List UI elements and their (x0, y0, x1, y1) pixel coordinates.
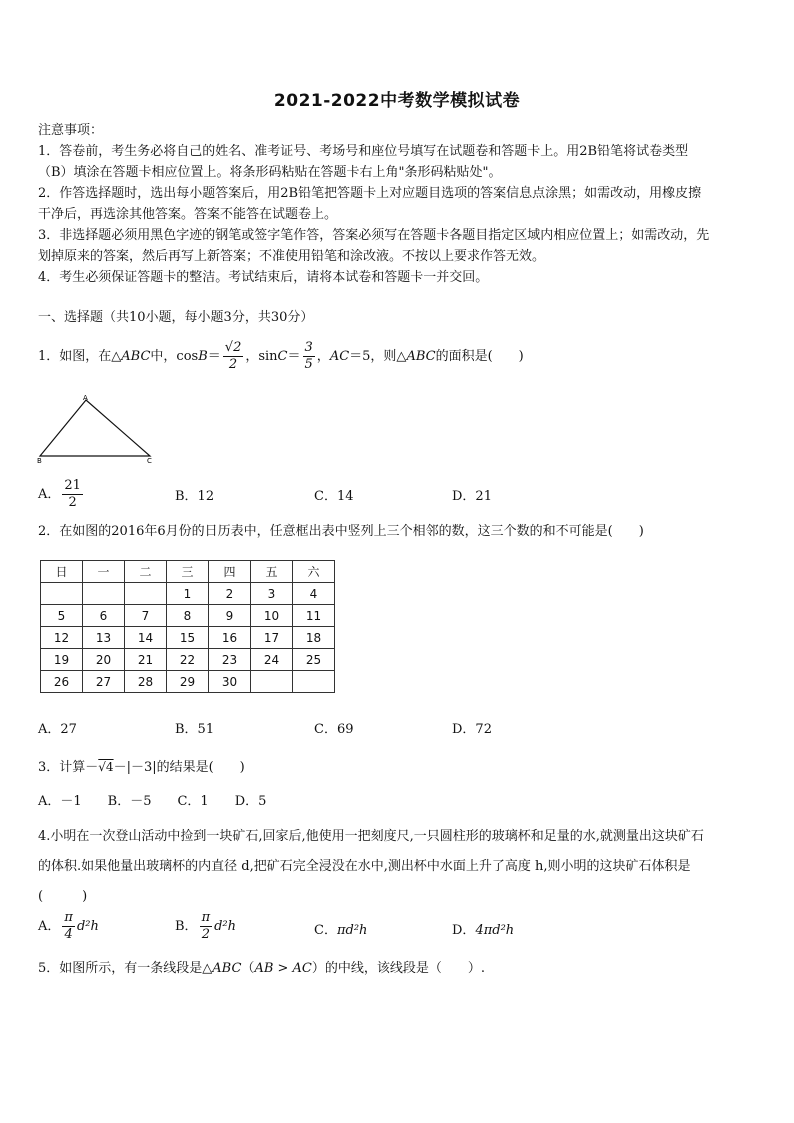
q1-text: 中，cos (150, 349, 199, 364)
calendar-cell: 24 (251, 649, 293, 671)
option-expr: d²h (76, 919, 99, 934)
calendar-cell: 4 (293, 583, 335, 605)
q5-var: AB > AC (254, 961, 312, 976)
q4-line: ( ) (38, 889, 88, 904)
calendar-cell (41, 583, 83, 605)
option-d[interactable]: D．72 (452, 722, 492, 737)
q3-options[interactable]: A．－1 B．－5 C．1 D．5 (38, 794, 267, 809)
notes-block (38, 120, 760, 288)
calendar-cell: 3 (251, 583, 293, 605)
q1-sin-fraction (303, 340, 315, 373)
q1-var: B (198, 349, 208, 364)
calendar-cell: 14 (125, 627, 167, 649)
fraction-num: π (64, 910, 73, 925)
calendar-row (41, 605, 335, 627)
triangle-figure (36, 392, 160, 466)
calendar-cell: 17 (251, 627, 293, 649)
calendar-header-row (41, 561, 335, 583)
calendar-header: 二 (125, 561, 167, 583)
calendar-cell: 12 (41, 627, 83, 649)
q1-text: ＝ (207, 349, 221, 364)
q5-text: 5．如图所示，有一条线段是△ (38, 961, 213, 976)
calendar-cell: 2 (209, 583, 251, 605)
calendar-cell: 27 (83, 671, 125, 693)
calendar-row (41, 671, 335, 693)
calendar-cell (125, 583, 167, 605)
calendar-cell: 15 (167, 627, 209, 649)
calendar-cell: 8 (167, 605, 209, 627)
fraction-den: 2 (228, 357, 238, 372)
calendar-cell: 13 (83, 627, 125, 649)
option-a[interactable] (38, 478, 85, 511)
calendar-cell: 18 (293, 627, 335, 649)
option-d[interactable]: D．21 (452, 489, 492, 504)
notes-line: 干净后，再选涂其他答案。答案不能答在试题卷上。 (38, 207, 338, 222)
q1-text: ＝5，则△ (349, 349, 407, 364)
calendar-header: 一 (83, 561, 125, 583)
question-5 (38, 957, 485, 976)
question-2: 2．在如图的2016年6月份的日历表中，任意框出表中竖列上三个相邻的数，这三个数的和不可能是( ) (38, 524, 644, 539)
option-b[interactable]: B．51 (175, 722, 215, 737)
q1-var: AC (329, 349, 350, 364)
calendar-row (41, 583, 335, 605)
option-a[interactable]: A．27 (38, 722, 77, 737)
option-b[interactable] (175, 910, 236, 943)
calendar-cell: 22 (167, 649, 209, 671)
calendar-cell: 23 (209, 649, 251, 671)
notes-line: 划掉原来的答案，然后再写上新答案；不准使用铅笔和涂改液。不按以上要求作答无效。 (38, 249, 546, 264)
fraction-den: 4 (64, 927, 73, 942)
calendar-cell: 29 (167, 671, 209, 693)
calendar-cell: 30 (209, 671, 251, 693)
q5-var: ABC (212, 961, 242, 976)
notes-line: （B）填涂在答题卡相应位置上。将条形码粘贴在答题卡右上角"条形码粘贴处"。 (38, 165, 502, 180)
calendar-cell: 9 (209, 605, 251, 627)
calendar-header: 日 (41, 561, 83, 583)
q4-line: 4.小明在一次登山活动中捡到一块矿石,回家后,他使用一把刻度尺,一只圆柱形的玻璃杯和足量的水,就测量出这块矿石 (38, 829, 704, 844)
vertex-label-c: C (147, 457, 152, 465)
q1-var: ABC (406, 349, 436, 364)
calendar-cell (293, 671, 335, 693)
fraction-den: 5 (304, 357, 313, 372)
calendar-cell: 1 (167, 583, 209, 605)
option-label: A． (38, 919, 61, 934)
option-fraction (200, 910, 213, 943)
q1-cos-fraction (223, 340, 244, 373)
q1-text: 1．如图，在△ (38, 349, 122, 364)
question-3 (38, 756, 245, 775)
calendar-cell: 7 (125, 605, 167, 627)
option-c[interactable]: C．14 (314, 489, 354, 504)
option-expr: d²h (214, 919, 237, 934)
calendar-cell: 11 (293, 605, 335, 627)
q4-line: 的体积.如果他量出玻璃杯的内直径 d,把矿石完全浸没在水中,测出杯中水面上升了高度 h,则小明的这块矿石体积是 (38, 859, 691, 874)
q1-text: ＝ (287, 349, 301, 364)
notes-line: 4．考生必须保证答题卡的整洁。考试结束后，请将本试卷和答题卡一并交回。 (38, 270, 489, 285)
calendar-cell: 19 (41, 649, 83, 671)
question-4 (38, 822, 760, 912)
option-label: D． (452, 923, 476, 938)
calendar-cell (83, 583, 125, 605)
fraction-num: 3 (304, 340, 313, 355)
calendar-cell: 20 (83, 649, 125, 671)
page-title: 2021-2022中考数学模拟试卷 (273, 91, 521, 111)
calendar-header: 四 (209, 561, 251, 583)
calendar-row (41, 627, 335, 649)
q3-radical: √4 (98, 760, 114, 774)
calendar-cell: 5 (41, 605, 83, 627)
option-label: A． (38, 487, 61, 502)
calendar-cell: 26 (41, 671, 83, 693)
calendar-cell: 25 (293, 649, 335, 671)
vertex-label-a: A (83, 394, 88, 402)
calendar-cell: 28 (125, 671, 167, 693)
section-heading: 一、选择题（共10小题，每小题3分，共30分） (38, 310, 314, 325)
fraction-den: 2 (201, 927, 210, 942)
calendar-cell: 16 (209, 627, 251, 649)
calendar-cell: 6 (83, 605, 125, 627)
q1-var: C (277, 349, 288, 364)
q5-text: ）的中线，该线段是（ ）. (311, 961, 486, 976)
q1-var: ABC (121, 349, 151, 364)
calendar-cell: 10 (251, 605, 293, 627)
calendar-header: 五 (251, 561, 293, 583)
option-label: B． (175, 919, 198, 934)
fraction-num: π (201, 910, 211, 925)
fraction-num: √2 (224, 340, 242, 355)
q1-text: ，sin (245, 349, 278, 364)
option-c[interactable] (314, 919, 367, 938)
option-label: C． (314, 923, 337, 938)
option-expr: 4πd²h (475, 923, 515, 938)
fraction-den: 2 (68, 495, 77, 510)
triangle-shape (40, 400, 150, 456)
option-a[interactable] (38, 910, 99, 943)
option-fraction (62, 910, 75, 943)
question-1 (38, 340, 524, 373)
option-d[interactable] (452, 919, 514, 938)
q3-text: －|－3|的结果是( ) (113, 760, 245, 775)
q1-text: 的面积是( ) (435, 349, 524, 364)
calendar-table (40, 560, 335, 693)
q5-text: （ (241, 961, 255, 976)
option-c[interactable]: C．69 (314, 722, 354, 737)
calendar-row (41, 649, 335, 671)
notes-heading: 注意事项： (38, 123, 104, 138)
option-fraction (62, 478, 83, 511)
calendar-cell: 21 (125, 649, 167, 671)
notes-line: 2．作答选择题时，选出每小题答案后，用2B铅笔把答题卡上对应题目选项的答案信息点涂黑；如需改动，用橡皮擦 (38, 186, 702, 201)
q3-text: 3．计算－ (38, 760, 99, 775)
q1-text: ， (316, 349, 330, 364)
notes-line: 1．答卷前，考生务必将自己的姓名、准考证号、考场号和座位号填写在试题卷和答题卡上。用2B铅笔将试卷类型 (38, 144, 689, 159)
calendar-header: 六 (293, 561, 335, 583)
calendar-header: 三 (167, 561, 209, 583)
notes-line: 3．非选择题必须用黑色字迹的钢笔或签字笔作答，答案必须写在答题卡各题目指定区域内相应位置上；如需改动，先 (38, 228, 710, 243)
fraction-num: 21 (64, 478, 81, 493)
calendar-cell (251, 671, 293, 693)
option-expr: πd²h (336, 923, 368, 938)
vertex-label-b: B (37, 457, 42, 465)
option-b[interactable]: B．12 (175, 489, 215, 504)
